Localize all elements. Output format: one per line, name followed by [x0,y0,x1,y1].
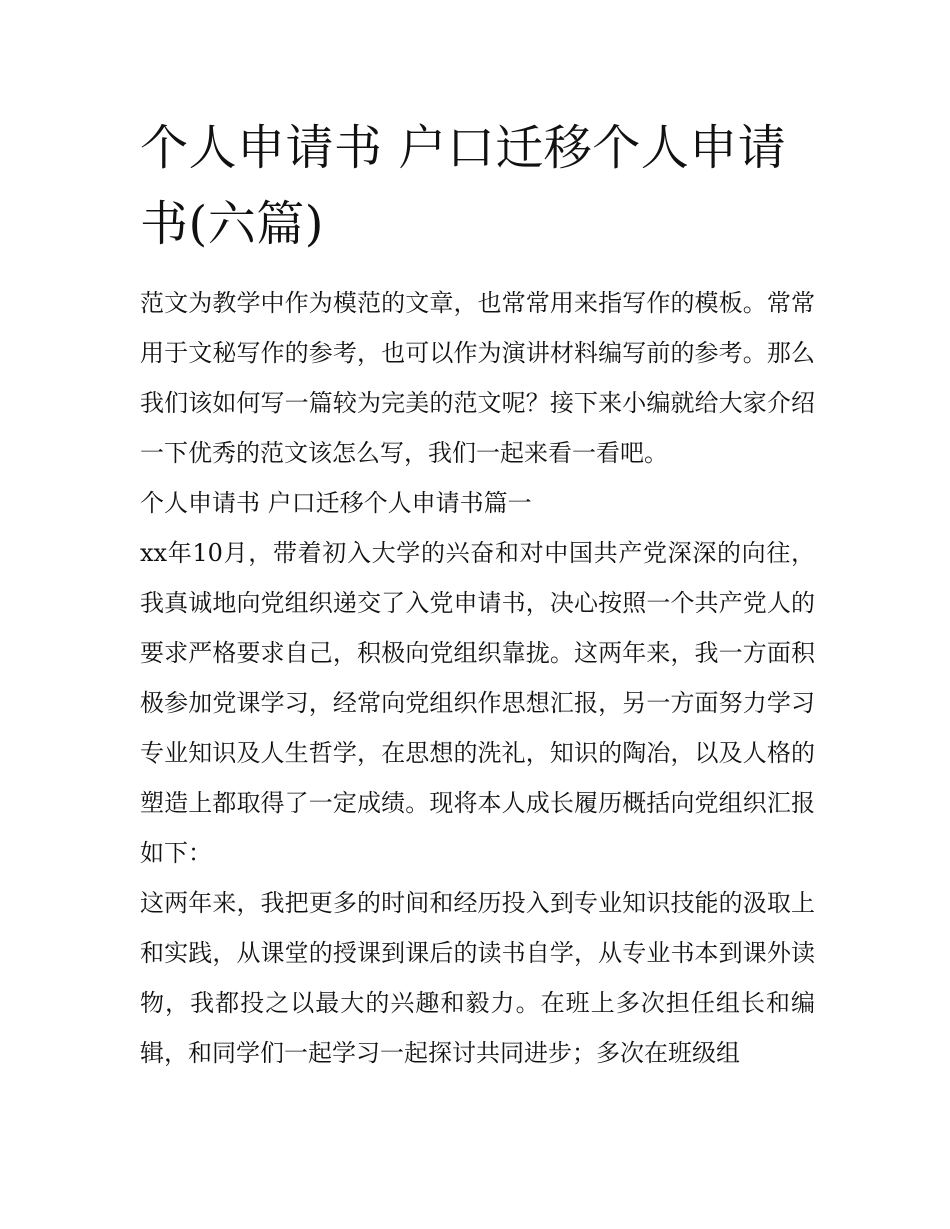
document-title: 个人申请书 户口迁移个人申请书(六篇) [140,120,787,252]
intro-paragraph: 范文为教学中作为模范的文章，也常常用来指写作的模板。常常用于文秘写作的参考，也可以作为演讲材料编写前的参考。那么我们该如何写一篇较为完美的范文呢？接下来小编就给大家介绍一下优秀的范文该怎么写，我们一起来看一看吧。 [140,289,815,467]
body-paragraph: 这两年来，我把更多的时间和经历投入到专业知识技能的汲取上和实践，从课堂的授课到课后的读书自学，从专业书本到课外读物，我都投之以最大的兴趣和毅力。在班上多次担任组长和编辑，和同学们一起学习一起探讨共同进步；多次在班级组 [140,889,815,1067]
section-heading: 个人申请书 户口迁移个人申请书篇一 [140,489,532,517]
body-paragraph: xx年10月，带着初入大学的兴奋和对中国共产党深深的向往，我真诚地向党组织递交了入党申请书，决心按照一个共产党人的要求严格要求自己，积极向党组织靠拢。这两年来，我一方面积极参加党课学习，经常向党组织作思想汇报，另一方面努力学习专业知识及人生哲学，在思想的洗礼，知识的陶冶，以及人格的塑造上都取得了一定成绩。现将本人成长履历概括向党组织汇报如下： [140,539,815,867]
document-body [140,110,815,1078]
